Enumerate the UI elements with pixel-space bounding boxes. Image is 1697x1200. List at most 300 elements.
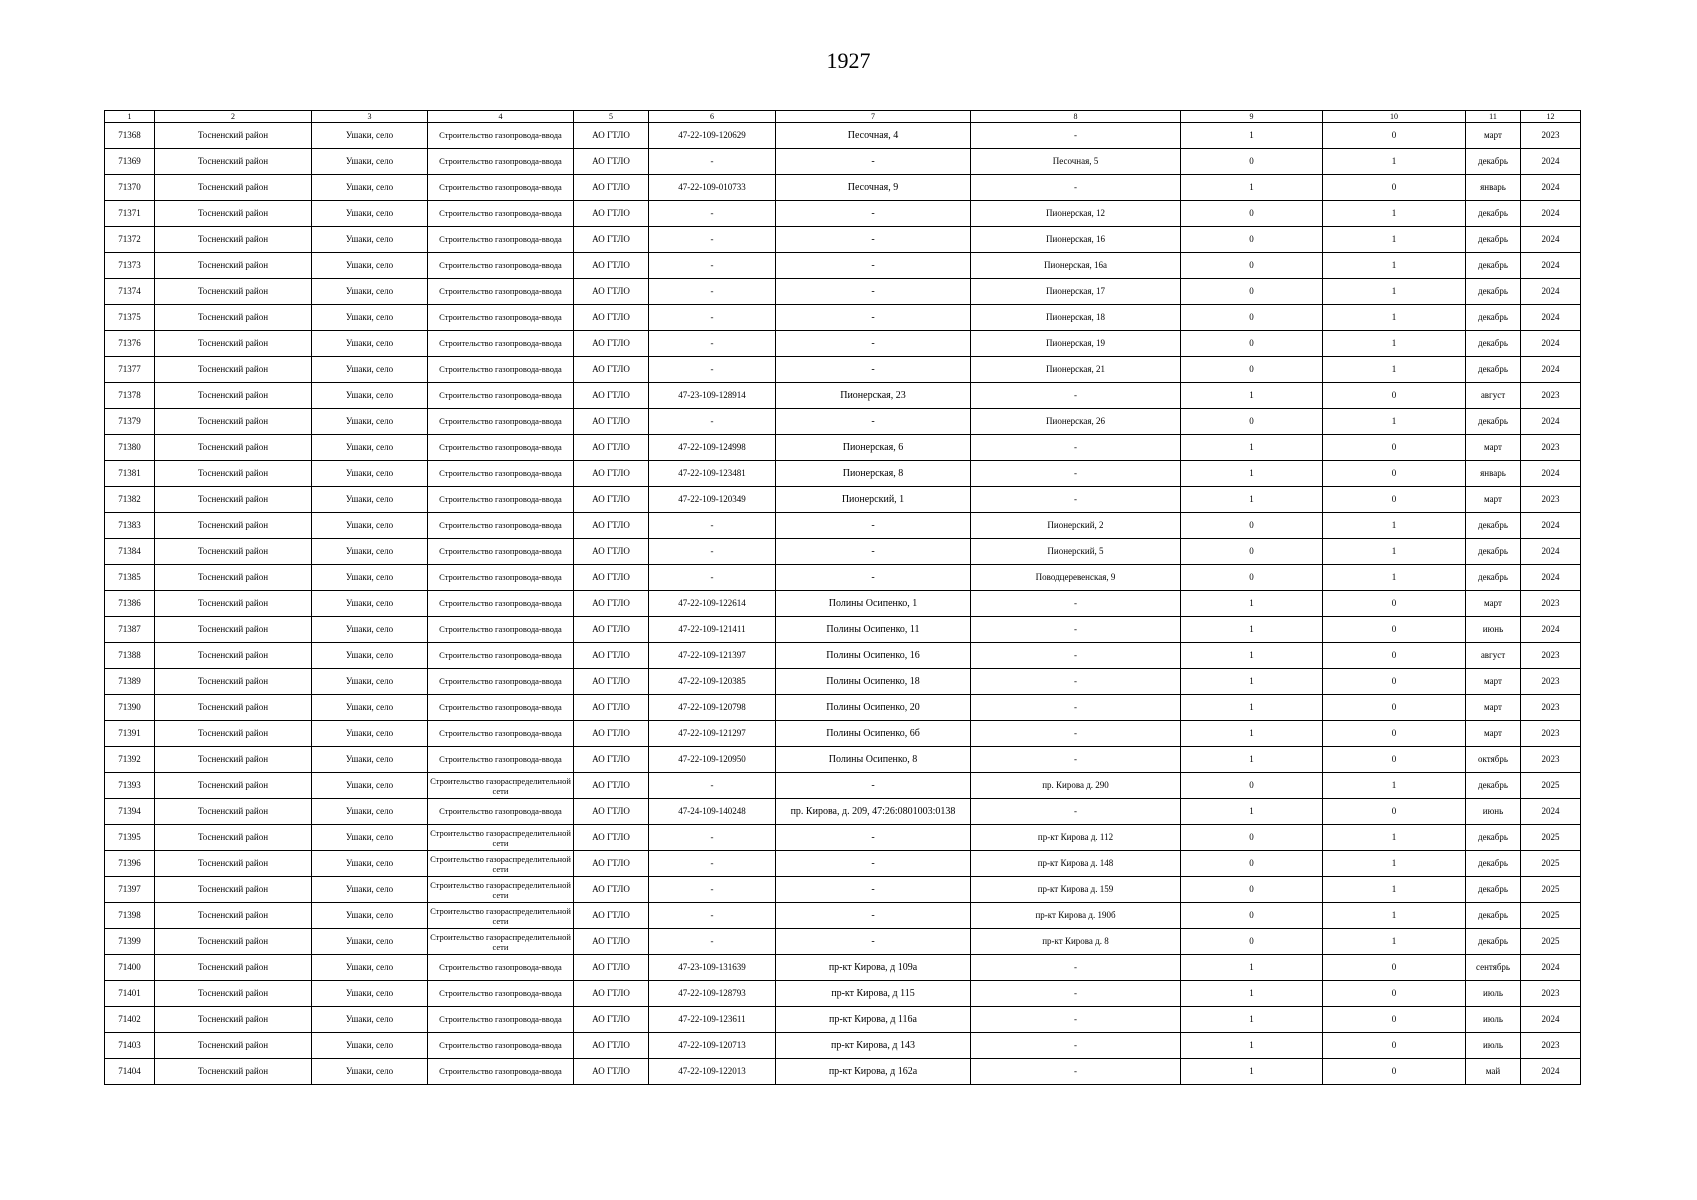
cell-count-b: 1 bbox=[1323, 513, 1466, 539]
cell-work-type: Строительство газопровода-ввода bbox=[428, 591, 574, 617]
cell-month: июнь bbox=[1466, 799, 1521, 825]
cell-address-current: Полины Осипенко, 11 bbox=[776, 617, 971, 643]
cell-application-number: 47-23-109-131639 bbox=[649, 955, 776, 981]
cell-address-current: Полины Осипенко, 20 bbox=[776, 695, 971, 721]
cell-district: Тосненский район bbox=[155, 747, 312, 773]
cell-address-current: - bbox=[776, 305, 971, 331]
cell-work-type: Строительство газораспределительной сети bbox=[428, 773, 574, 799]
cell-count-a: 0 bbox=[1181, 825, 1323, 851]
cell-organization: АО ГТЛО bbox=[574, 981, 649, 1007]
cell-count-b: 1 bbox=[1323, 825, 1466, 851]
cell-address-planned: - bbox=[971, 591, 1181, 617]
cell-record-number: 71402 bbox=[105, 1007, 155, 1033]
cell-work-type: Строительство газопровода-ввода bbox=[428, 955, 574, 981]
table-row bbox=[105, 1059, 1581, 1085]
cell-address-planned: пр-кт Кирова д. 112 bbox=[971, 825, 1181, 851]
cell-address-current: - bbox=[776, 773, 971, 799]
cell-address-planned: - bbox=[971, 955, 1181, 981]
cell-organization: АО ГТЛО bbox=[574, 591, 649, 617]
cell-count-b: 0 bbox=[1323, 435, 1466, 461]
cell-settlement: Ушаки, село bbox=[312, 1033, 428, 1059]
cell-record-number: 71383 bbox=[105, 513, 155, 539]
cell-district: Тосненский район bbox=[155, 695, 312, 721]
cell-work-type: Строительство газопровода-ввода bbox=[428, 487, 574, 513]
cell-organization: АО ГТЛО bbox=[574, 331, 649, 357]
cell-count-b: 0 bbox=[1323, 955, 1466, 981]
table-row bbox=[105, 461, 1581, 487]
cell-year: 2025 bbox=[1521, 877, 1581, 903]
cell-district: Тосненский район bbox=[155, 643, 312, 669]
cell-address-current: - bbox=[776, 513, 971, 539]
cell-settlement: Ушаки, село bbox=[312, 565, 428, 591]
cell-address-planned: - bbox=[971, 799, 1181, 825]
cell-year: 2024 bbox=[1521, 357, 1581, 383]
column-header-3: 3 bbox=[312, 111, 428, 123]
cell-district: Тосненский район bbox=[155, 669, 312, 695]
cell-address-current: - bbox=[776, 565, 971, 591]
cell-month: август bbox=[1466, 643, 1521, 669]
cell-settlement: Ушаки, село bbox=[312, 435, 428, 461]
cell-settlement: Ушаки, село bbox=[312, 617, 428, 643]
cell-work-type: Строительство газопровода-ввода bbox=[428, 201, 574, 227]
cell-count-a: 0 bbox=[1181, 253, 1323, 279]
table-row bbox=[105, 175, 1581, 201]
cell-count-a: 1 bbox=[1181, 487, 1323, 513]
table-row bbox=[105, 149, 1581, 175]
cell-year: 2023 bbox=[1521, 669, 1581, 695]
cell-organization: АО ГТЛО bbox=[574, 383, 649, 409]
cell-count-b: 1 bbox=[1323, 305, 1466, 331]
cell-month: март bbox=[1466, 721, 1521, 747]
cell-month: май bbox=[1466, 1059, 1521, 1085]
cell-count-a: 1 bbox=[1181, 747, 1323, 773]
cell-year: 2024 bbox=[1521, 461, 1581, 487]
cell-count-b: 0 bbox=[1323, 669, 1466, 695]
cell-settlement: Ушаки, село bbox=[312, 695, 428, 721]
cell-count-a: 0 bbox=[1181, 331, 1323, 357]
cell-work-type: Строительство газопровода-ввода bbox=[428, 799, 574, 825]
cell-year: 2024 bbox=[1521, 201, 1581, 227]
cell-organization: АО ГТЛО bbox=[574, 565, 649, 591]
cell-application-number: 47-22-109-121297 bbox=[649, 721, 776, 747]
table-row bbox=[105, 279, 1581, 305]
cell-district: Тосненский район bbox=[155, 929, 312, 955]
cell-record-number: 71386 bbox=[105, 591, 155, 617]
table-row bbox=[105, 721, 1581, 747]
cell-count-a: 0 bbox=[1181, 565, 1323, 591]
table-row bbox=[105, 487, 1581, 513]
cell-month: декабрь bbox=[1466, 773, 1521, 799]
cell-application-number: 47-22-109-128793 bbox=[649, 981, 776, 1007]
cell-settlement: Ушаки, село bbox=[312, 903, 428, 929]
cell-record-number: 71396 bbox=[105, 851, 155, 877]
cell-work-type: Строительство газопровода-ввода bbox=[428, 617, 574, 643]
cell-organization: АО ГТЛО bbox=[574, 695, 649, 721]
cell-application-number: 47-22-109-123481 bbox=[649, 461, 776, 487]
cell-settlement: Ушаки, село bbox=[312, 1007, 428, 1033]
cell-count-a: 0 bbox=[1181, 773, 1323, 799]
page-number: 1927 bbox=[826, 48, 871, 73]
cell-organization: АО ГТЛО bbox=[574, 799, 649, 825]
cell-year: 2024 bbox=[1521, 227, 1581, 253]
cell-work-type: Строительство газопровода-ввода bbox=[428, 643, 574, 669]
cell-year: 2024 bbox=[1521, 955, 1581, 981]
cell-record-number: 71373 bbox=[105, 253, 155, 279]
cell-work-type: Строительство газопровода-ввода bbox=[428, 149, 574, 175]
cell-settlement: Ушаки, село bbox=[312, 331, 428, 357]
cell-application-number: - bbox=[649, 825, 776, 851]
cell-application-number: - bbox=[649, 357, 776, 383]
cell-address-current: Песочная, 4 bbox=[776, 123, 971, 149]
cell-work-type: Строительство газораспределительной сети bbox=[428, 825, 574, 851]
cell-record-number: 71376 bbox=[105, 331, 155, 357]
cell-year: 2025 bbox=[1521, 903, 1581, 929]
cell-settlement: Ушаки, село bbox=[312, 357, 428, 383]
cell-organization: АО ГТЛО bbox=[574, 279, 649, 305]
cell-count-b: 0 bbox=[1323, 383, 1466, 409]
column-header-2: 2 bbox=[155, 111, 312, 123]
table-row bbox=[105, 617, 1581, 643]
cell-count-a: 0 bbox=[1181, 903, 1323, 929]
cell-count-b: 0 bbox=[1323, 981, 1466, 1007]
cell-work-type: Строительство газопровода-ввода bbox=[428, 981, 574, 1007]
cell-count-a: 1 bbox=[1181, 123, 1323, 149]
cell-application-number: - bbox=[649, 409, 776, 435]
cell-work-type: Строительство газопровода-ввода bbox=[428, 669, 574, 695]
cell-work-type: Строительство газопровода-ввода bbox=[428, 227, 574, 253]
cell-address-current: - bbox=[776, 357, 971, 383]
table-row bbox=[105, 773, 1581, 799]
cell-year: 2025 bbox=[1521, 929, 1581, 955]
cell-count-a: 1 bbox=[1181, 981, 1323, 1007]
cell-settlement: Ушаки, село bbox=[312, 747, 428, 773]
cell-work-type: Строительство газораспределительной сети bbox=[428, 929, 574, 955]
cell-application-number: - bbox=[649, 331, 776, 357]
table-row bbox=[105, 1007, 1581, 1033]
cell-organization: АО ГТЛО bbox=[574, 773, 649, 799]
cell-year: 2023 bbox=[1521, 487, 1581, 513]
cell-district: Тосненский район bbox=[155, 123, 312, 149]
cell-month: август bbox=[1466, 383, 1521, 409]
cell-organization: АО ГТЛО bbox=[574, 435, 649, 461]
cell-settlement: Ушаки, село bbox=[312, 487, 428, 513]
cell-address-planned: Пионерский, 5 bbox=[971, 539, 1181, 565]
cell-organization: АО ГТЛО bbox=[574, 305, 649, 331]
cell-month: декабрь bbox=[1466, 305, 1521, 331]
cell-record-number: 71374 bbox=[105, 279, 155, 305]
cell-month: март bbox=[1466, 695, 1521, 721]
cell-settlement: Ушаки, село bbox=[312, 539, 428, 565]
cell-month: март bbox=[1466, 669, 1521, 695]
cell-year: 2023 bbox=[1521, 747, 1581, 773]
cell-settlement: Ушаки, село bbox=[312, 825, 428, 851]
cell-month: июль bbox=[1466, 1007, 1521, 1033]
cell-settlement: Ушаки, село bbox=[312, 877, 428, 903]
cell-record-number: 71391 bbox=[105, 721, 155, 747]
cell-address-current: - bbox=[776, 409, 971, 435]
cell-year: 2024 bbox=[1521, 175, 1581, 201]
cell-record-number: 71371 bbox=[105, 201, 155, 227]
cell-work-type: Строительство газопровода-ввода bbox=[428, 409, 574, 435]
cell-district: Тосненский район bbox=[155, 981, 312, 1007]
cell-count-a: 0 bbox=[1181, 227, 1323, 253]
table-row bbox=[105, 903, 1581, 929]
cell-count-a: 1 bbox=[1181, 617, 1323, 643]
cell-application-number: - bbox=[649, 227, 776, 253]
cell-count-a: 0 bbox=[1181, 929, 1323, 955]
table-row bbox=[105, 1033, 1581, 1059]
cell-month: декабрь bbox=[1466, 851, 1521, 877]
cell-settlement: Ушаки, село bbox=[312, 669, 428, 695]
cell-year: 2023 bbox=[1521, 123, 1581, 149]
cell-count-b: 0 bbox=[1323, 123, 1466, 149]
cell-month: март bbox=[1466, 591, 1521, 617]
cell-address-planned: Поводцеревенская, 9 bbox=[971, 565, 1181, 591]
cell-work-type: Строительство газопровода-ввода bbox=[428, 565, 574, 591]
cell-count-b: 0 bbox=[1323, 747, 1466, 773]
cell-address-planned: - bbox=[971, 1007, 1181, 1033]
cell-work-type: Строительство газопровода-ввода bbox=[428, 747, 574, 773]
cell-count-a: 0 bbox=[1181, 539, 1323, 565]
cell-district: Тосненский район bbox=[155, 591, 312, 617]
cell-year: 2023 bbox=[1521, 1033, 1581, 1059]
cell-organization: АО ГТЛО bbox=[574, 955, 649, 981]
cell-month: январь bbox=[1466, 175, 1521, 201]
cell-work-type: Строительство газораспределительной сети bbox=[428, 877, 574, 903]
column-header-5: 5 bbox=[574, 111, 649, 123]
cell-month: март bbox=[1466, 435, 1521, 461]
cell-district: Тосненский район bbox=[155, 305, 312, 331]
cell-record-number: 71382 bbox=[105, 487, 155, 513]
cell-month: декабрь bbox=[1466, 331, 1521, 357]
cell-address-current: пр-кт Кирова, д 143 bbox=[776, 1033, 971, 1059]
cell-address-current: - bbox=[776, 253, 971, 279]
cell-district: Тосненский район bbox=[155, 851, 312, 877]
cell-application-number: 47-22-109-123611 bbox=[649, 1007, 776, 1033]
cell-count-a: 1 bbox=[1181, 591, 1323, 617]
cell-district: Тосненский район bbox=[155, 825, 312, 851]
cell-year: 2023 bbox=[1521, 695, 1581, 721]
cell-count-b: 1 bbox=[1323, 903, 1466, 929]
cell-address-planned: - bbox=[971, 1059, 1181, 1085]
cell-district: Тосненский район bbox=[155, 201, 312, 227]
cell-record-number: 71399 bbox=[105, 929, 155, 955]
cell-record-number: 71398 bbox=[105, 903, 155, 929]
table-row bbox=[105, 253, 1581, 279]
cell-work-type: Строительство газопровода-ввода bbox=[428, 305, 574, 331]
cell-address-current: - bbox=[776, 149, 971, 175]
cell-month: июнь bbox=[1466, 617, 1521, 643]
cell-settlement: Ушаки, село bbox=[312, 773, 428, 799]
cell-address-current: Пионерская, 6 bbox=[776, 435, 971, 461]
table-row bbox=[105, 383, 1581, 409]
cell-count-a: 0 bbox=[1181, 357, 1323, 383]
cell-organization: АО ГТЛО bbox=[574, 747, 649, 773]
cell-record-number: 71397 bbox=[105, 877, 155, 903]
registry-table bbox=[104, 110, 1581, 1085]
cell-count-b: 1 bbox=[1323, 539, 1466, 565]
cell-count-b: 1 bbox=[1323, 149, 1466, 175]
cell-month: март bbox=[1466, 487, 1521, 513]
cell-count-b: 0 bbox=[1323, 617, 1466, 643]
cell-record-number: 71390 bbox=[105, 695, 155, 721]
cell-month: октябрь bbox=[1466, 747, 1521, 773]
cell-year: 2023 bbox=[1521, 383, 1581, 409]
cell-count-b: 1 bbox=[1323, 773, 1466, 799]
table-row bbox=[105, 227, 1581, 253]
column-header-11: 11 bbox=[1466, 111, 1521, 123]
cell-district: Тосненский район bbox=[155, 799, 312, 825]
cell-year: 2023 bbox=[1521, 721, 1581, 747]
cell-organization: АО ГТЛО bbox=[574, 1007, 649, 1033]
cell-organization: АО ГТЛО bbox=[574, 487, 649, 513]
cell-application-number: 47-22-109-120798 bbox=[649, 695, 776, 721]
cell-address-planned: - bbox=[971, 643, 1181, 669]
cell-count-b: 0 bbox=[1323, 1059, 1466, 1085]
cell-record-number: 71403 bbox=[105, 1033, 155, 1059]
cell-record-number: 71379 bbox=[105, 409, 155, 435]
cell-organization: АО ГТЛО bbox=[574, 669, 649, 695]
cell-address-planned: - bbox=[971, 435, 1181, 461]
cell-record-number: 71370 bbox=[105, 175, 155, 201]
cell-district: Тосненский район bbox=[155, 487, 312, 513]
cell-organization: АО ГТЛО bbox=[574, 149, 649, 175]
cell-count-a: 1 bbox=[1181, 461, 1323, 487]
cell-district: Тосненский район bbox=[155, 357, 312, 383]
cell-record-number: 71377 bbox=[105, 357, 155, 383]
cell-year: 2025 bbox=[1521, 851, 1581, 877]
cell-address-current: Пионерская, 23 bbox=[776, 383, 971, 409]
cell-address-current: Полины Осипенко, 16 bbox=[776, 643, 971, 669]
cell-organization: АО ГТЛО bbox=[574, 201, 649, 227]
cell-application-number: - bbox=[649, 201, 776, 227]
table-row bbox=[105, 669, 1581, 695]
cell-address-current: Полины Осипенко, 1 bbox=[776, 591, 971, 617]
cell-district: Тосненский район bbox=[155, 617, 312, 643]
cell-settlement: Ушаки, село bbox=[312, 955, 428, 981]
table-row bbox=[105, 591, 1581, 617]
cell-application-number: 47-22-109-120713 bbox=[649, 1033, 776, 1059]
cell-district: Тосненский район bbox=[155, 149, 312, 175]
cell-count-a: 1 bbox=[1181, 643, 1323, 669]
cell-address-current: - bbox=[776, 539, 971, 565]
cell-organization: АО ГТЛО bbox=[574, 357, 649, 383]
cell-count-b: 1 bbox=[1323, 201, 1466, 227]
table-row bbox=[105, 929, 1581, 955]
cell-settlement: Ушаки, село bbox=[312, 253, 428, 279]
cell-year: 2024 bbox=[1521, 279, 1581, 305]
cell-year: 2024 bbox=[1521, 305, 1581, 331]
cell-address-planned: Пионерская, 12 bbox=[971, 201, 1181, 227]
cell-count-b: 0 bbox=[1323, 721, 1466, 747]
cell-application-number: - bbox=[649, 877, 776, 903]
cell-count-b: 1 bbox=[1323, 851, 1466, 877]
cell-record-number: 71400 bbox=[105, 955, 155, 981]
cell-address-current: - bbox=[776, 227, 971, 253]
cell-work-type: Строительство газораспределительной сети bbox=[428, 903, 574, 929]
cell-address-planned: Пионерская, 16а bbox=[971, 253, 1181, 279]
cell-year: 2023 bbox=[1521, 981, 1581, 1007]
cell-count-b: 0 bbox=[1323, 695, 1466, 721]
cell-application-number: - bbox=[649, 539, 776, 565]
cell-address-planned: Пионерский, 2 bbox=[971, 513, 1181, 539]
cell-work-type: Строительство газопровода-ввода bbox=[428, 1059, 574, 1085]
cell-organization: АО ГТЛО bbox=[574, 903, 649, 929]
cell-application-number: 47-22-109-122013 bbox=[649, 1059, 776, 1085]
cell-address-current: - bbox=[776, 903, 971, 929]
table-row bbox=[105, 513, 1581, 539]
column-header-12: 12 bbox=[1521, 111, 1581, 123]
column-header-10: 10 bbox=[1323, 111, 1466, 123]
cell-application-number: - bbox=[649, 513, 776, 539]
cell-count-b: 1 bbox=[1323, 565, 1466, 591]
cell-year: 2025 bbox=[1521, 773, 1581, 799]
column-header-6: 6 bbox=[649, 111, 776, 123]
cell-address-planned: - bbox=[971, 981, 1181, 1007]
cell-address-planned: Пионерская, 21 bbox=[971, 357, 1181, 383]
cell-month: декабрь bbox=[1466, 253, 1521, 279]
cell-count-b: 1 bbox=[1323, 357, 1466, 383]
cell-district: Тосненский район bbox=[155, 409, 312, 435]
cell-count-a: 1 bbox=[1181, 799, 1323, 825]
cell-month: декабрь bbox=[1466, 903, 1521, 929]
cell-count-a: 0 bbox=[1181, 409, 1323, 435]
table-row bbox=[105, 305, 1581, 331]
table-row bbox=[105, 799, 1581, 825]
cell-settlement: Ушаки, село bbox=[312, 409, 428, 435]
cell-settlement: Ушаки, село bbox=[312, 175, 428, 201]
cell-settlement: Ушаки, село bbox=[312, 513, 428, 539]
table-row bbox=[105, 357, 1581, 383]
cell-count-b: 0 bbox=[1323, 799, 1466, 825]
cell-count-a: 1 bbox=[1181, 1033, 1323, 1059]
cell-count-a: 0 bbox=[1181, 877, 1323, 903]
cell-application-number: - bbox=[649, 149, 776, 175]
cell-year: 2024 bbox=[1521, 253, 1581, 279]
cell-month: декабрь bbox=[1466, 279, 1521, 305]
cell-month: июль bbox=[1466, 981, 1521, 1007]
cell-application-number: 47-22-109-120349 bbox=[649, 487, 776, 513]
cell-district: Тосненский район bbox=[155, 253, 312, 279]
table-row bbox=[105, 643, 1581, 669]
cell-record-number: 71378 bbox=[105, 383, 155, 409]
table-row bbox=[105, 409, 1581, 435]
cell-record-number: 71385 bbox=[105, 565, 155, 591]
cell-month: март bbox=[1466, 123, 1521, 149]
cell-year: 2024 bbox=[1521, 565, 1581, 591]
cell-organization: АО ГТЛО bbox=[574, 461, 649, 487]
cell-count-b: 0 bbox=[1323, 1007, 1466, 1033]
cell-year: 2024 bbox=[1521, 1059, 1581, 1085]
cell-district: Тосненский район bbox=[155, 279, 312, 305]
cell-year: 2024 bbox=[1521, 149, 1581, 175]
cell-settlement: Ушаки, село bbox=[312, 305, 428, 331]
cell-settlement: Ушаки, село bbox=[312, 227, 428, 253]
cell-district: Тосненский район bbox=[155, 877, 312, 903]
cell-count-a: 0 bbox=[1181, 279, 1323, 305]
cell-district: Тосненский район bbox=[155, 461, 312, 487]
cell-count-a: 1 bbox=[1181, 1007, 1323, 1033]
cell-district: Тосненский район bbox=[155, 539, 312, 565]
cell-organization: АО ГТЛО bbox=[574, 825, 649, 851]
cell-application-number: 47-23-109-128914 bbox=[649, 383, 776, 409]
cell-record-number: 71388 bbox=[105, 643, 155, 669]
cell-organization: АО ГТЛО bbox=[574, 1059, 649, 1085]
column-header-9: 9 bbox=[1181, 111, 1323, 123]
cell-settlement: Ушаки, село bbox=[312, 981, 428, 1007]
cell-organization: АО ГТЛО bbox=[574, 253, 649, 279]
cell-year: 2024 bbox=[1521, 617, 1581, 643]
